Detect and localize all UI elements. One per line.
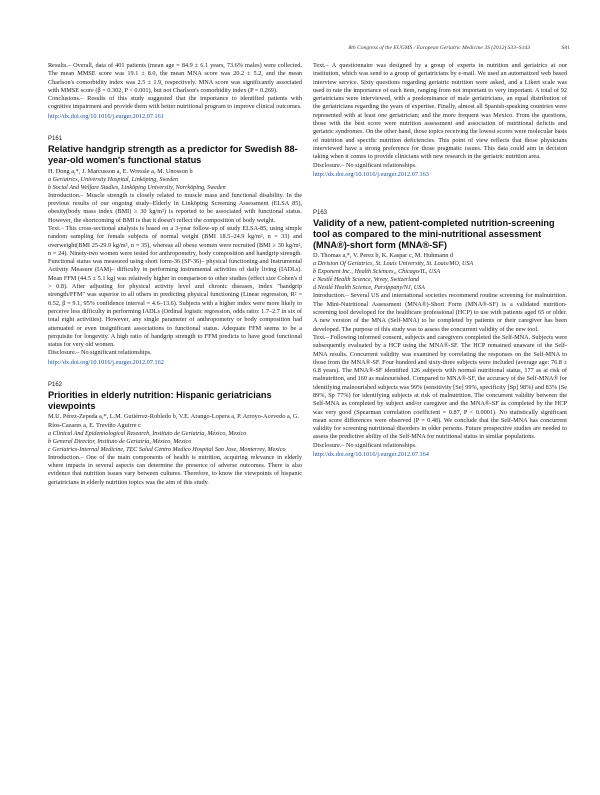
affiliation-a: a Clinical And Epidemiological Research, Instituto de Geriatría, México, Mexico	[48, 430, 247, 437]
affiliation-b: b General Director, Instituto de Geriatría, México, Mexico	[48, 438, 192, 445]
body-text: Text.– This cross-sectional analysis is based on a 3-year follow-up of study ELSA-85, using simple random sampling for female subjects of normal weight (BMI 18.5–24.9 kg/m², n = 33) and overweight(BMI 25-29.9 kg/m², n = 35), whereas all obese women were recruited (BMI ≥ 30 kg/m², n = 24). Ninety-two women were tested for anthropometry, body composition and handgrip strength. Functional status was measured using short form-36 (SF-36)– physical functioning and Instrumental Activity Measure (IAM)– difficulty in performing instrumental activities of daily living (IADLs). Mean FFM (44.5 ± 5.1 kg) was relatively higher in comparison to other studies (effect size Cohen's d > 0.8). After adjusting for physical activity level and chronic diseases, index "handgrip strength/FFM" was superior to all others in predicting physical functioning (Linear regression, R² = 0.52, β = 9.1, 95% confidence interval = 4.6–13.6). Subjects with a higher index were more likely to perceive less difficulty in performing IADLs (Ordinal logistic regression, odds ratio: 1.7–2.7 in six of total eight activities). However, any single parameter of anthropometry or body composition had attenuated or even insignificant associations to functional status. Adequate FFM seems to be a perquisite for longevity. A high ratio of handgrip strength to FFM predicts to have good functional status for very old women.	[48, 224, 302, 349]
authors: D. Thomas a,*, V. Perez b, K. Kaspar c, M. Huhmann d	[313, 252, 454, 260]
affiliation-b: b Exponent Inc., Health Sciences,, Chicago/IL, USA	[313, 269, 441, 276]
abstract-title: Validity of a new, patient-completed nutrition-screening tool as compared to the mini-nutritional assessment (MNA®)-short form (MNA®-SF)	[313, 218, 555, 250]
abstract-p161	[48, 135, 302, 367]
journal-header: 8th Congress of the EUGMS / European Geriatric Medicine 3S (2012) S33–S143	[348, 45, 530, 51]
doi-link-161[interactable]: http://dx.doi.org/10.1016/j.eurger.2012.07.161	[48, 112, 164, 120]
disclosure: Disclosure.– No significant relationships.	[48, 349, 152, 357]
body-text: Text.– Following informed consent, subjects and caregivers completed the Self-MNA. Subjects were subsequently evaluated by a HCP using the MNA®-SF. The HCP remained unaware of the Self-MNA results. Concurrent validity was examined by correlating the responses on the Self-MNA to those from the MNA®-SF. Four hundred and sixty-three subjects were included (average age: 76.8 ± 6.8 years). The MNA®-SF identified 126 subjects with normal nutritional status, 177 as at risk of malnutrition, and 160 as malnourished. Compared to MNA®-SF, the accuracy of the Self-MNA® for identifying malnourished subjects was 99% (sensitivity [Se] 99%, specificity [Sp] 98%) and 83% (Se 89%, Sp 77%) for identifying subjects at risk of malnutrition. The concurrent validity between the Self-MNA as completed by subject and/or caregiver and the MNA®-SF as completed by the HCP was very good (Spearman correlation coefficient = 0.87, P < 0.0001). No statistically significant mean score differences were observed (P = 0.48). We conclude that the Self-MNA has concurrent validity for screening nutritional disorders in older persons. Future prospective studies are needed to assess the predictive ability of the Self-MNA for nutritional status in similar populations.	[313, 333, 567, 441]
introduction: Introduction.– Several US and international societies recommend routine screening for malnutrition. The Mini-Nutritional Assessment (MNA®)-Short Form (MNA®-SF) is a validated nutrition-screening tool developed for the healthcare professional (HCP) to use with patients aged 65 or older. A new version of the MNA (Self-MNA) to be completed by patients or their caregiver has been developed. The purpose of this study was to assess the concurrent validity of the new tool.	[313, 292, 567, 333]
abstract-p163	[313, 209, 567, 459]
abstract-id: P162	[48, 382, 63, 388]
running-header	[180, 45, 570, 55]
right-column	[313, 62, 567, 459]
affiliation-c: c Nestlé Health Science, Vevey, Switzerland	[313, 277, 420, 284]
continued-conclusions: Conclusions.– Results of this study suggested that the importance to identified patients with cognitive impairment and provide them with better nutritional program to improve clinical outcomes.	[48, 95, 302, 111]
affiliation-d: d Nestlé Health Science, Parsippany/NJ, USA	[313, 285, 425, 292]
affiliation-b: b Social And Welfare Studies, Linköping University, Norrköping, Sweden	[48, 184, 226, 191]
affiliation-a: a Geriatrics, University Hospital, Linköping, Sweden	[48, 176, 178, 183]
doi-link-163[interactable]: http://dx.doi.org/10.1016/j.eurger.2012.07.163	[313, 170, 429, 178]
abstract-title: Relative handgrip strength as a predictor for Swedish 88-year-old women's functional status	[48, 144, 298, 165]
continued-text: Text.– A questionnaire was designed by a group of experts in nutrition and geriatrics at our institution, which was send to a group of geriatricians by e-mail. We used an automatized web based interview service. Sixty questions regarding geriatric nutrition were asked, and a Likert scale was used to rate the importance of each item, ranging from not important to very important. A total of 92 geriatricians were interviewed, with a predominance of male geriatricians, an equal distribution of the geriatricians regarding the years of expertise. Finally, almost all Spanish-speaking countries were represented with at least one geriatrician; and the more frequent was Mexico. From the questions, those with the best score were nutrition assessment and association of nutritional deficits and geriatric syndromes. On the other hand, those topics receiving the lowest scores were molecular basis of nutrition and specific nutrition deficiencies. This point of view reflects that those physicians interviewed have a strong preference for those pragmatic issues. This data could aim in decision taking when it comes to provide clinicians with new research in the geriatric nutrition area.	[313, 62, 567, 161]
abstract-title: Priorities in elderly nutrition: Hispanic geriatricians viewpoints	[48, 390, 272, 411]
authors: H. Dong a,*, J. Marcusson a, E. Wressle a, M. Unosson b	[48, 167, 193, 175]
introduction: Introduction.– One of the main components of health is nutrition, acquiring relevance in elderly where impacts in several aspects can determine the presence of adverse outcomes. There is also evidence that nutrition issues vary between cultures. Therefore, to know the viewpoints of hispanic geriatricians in elderly nutrition topics was the aim of this study.	[48, 453, 302, 486]
abstract-id: P163	[313, 210, 328, 217]
disclosure: Disclosure.– No significant relationships.	[313, 441, 417, 449]
authors: M.U. Pérez-Zepeda a,*, L.M. Gutiérrez-Robledo b, V.E. Arango-Lopera a, P. Arroyo-Acevedo a, G. Ríos-Cazares a, E. Treviño Aguirre c	[48, 413, 300, 429]
doi-link-164[interactable]: http://dx.doi.org/10.1016/j.eurger.2012.07.164	[313, 451, 429, 459]
introduction: Introduction.– Muscle strength is closely related to muscle mass and functional disability. In the previous results of our ongoing study–Elderly in Linköping Screening Assessment (ELSA 85), obesity(body mass index (BMI) ≥ 30 kg/m²) is reported to be associated with functional status. However, the shortcoming of BMI is that it doesn't reflect the composition of body weight.	[48, 191, 302, 224]
left-column	[48, 62, 302, 487]
affiliation-a: a Division Of Geriatrics, St. Louis University, St. Louis/MO, USA	[313, 261, 474, 268]
affiliation-c: c Geriatrics-Internal Medicine, TEC Salud Centro Medico Hospital San Jose, Monterrey, Mexico	[48, 446, 286, 453]
abstract-id: P161	[48, 136, 63, 143]
continued-disclosure: Disclosure.– No significant relationships.	[313, 161, 417, 169]
page-number: S81	[561, 45, 570, 51]
continued-results: Results.– Overall, data of 401 patients (mean age = 84.9 ± 6.1 years, 73.6% males) were collected. The mean MMSE score was 19.1 ± 8.0, the mean MNA score was 20.2 ± 5.2, and the mean Charlson's comorbidity index was 2.5 ± 1.9, respectively. MNA score was significantly associated with MMSE score (β = 0.302, P < 0.001), but not Charlson's comorbidity index (P = 0.269).	[48, 62, 302, 94]
abstract-p162	[48, 381, 302, 487]
doi-link-162[interactable]: http://dx.doi.org/10.1016/j.eurger.2012.07.162	[48, 358, 164, 366]
